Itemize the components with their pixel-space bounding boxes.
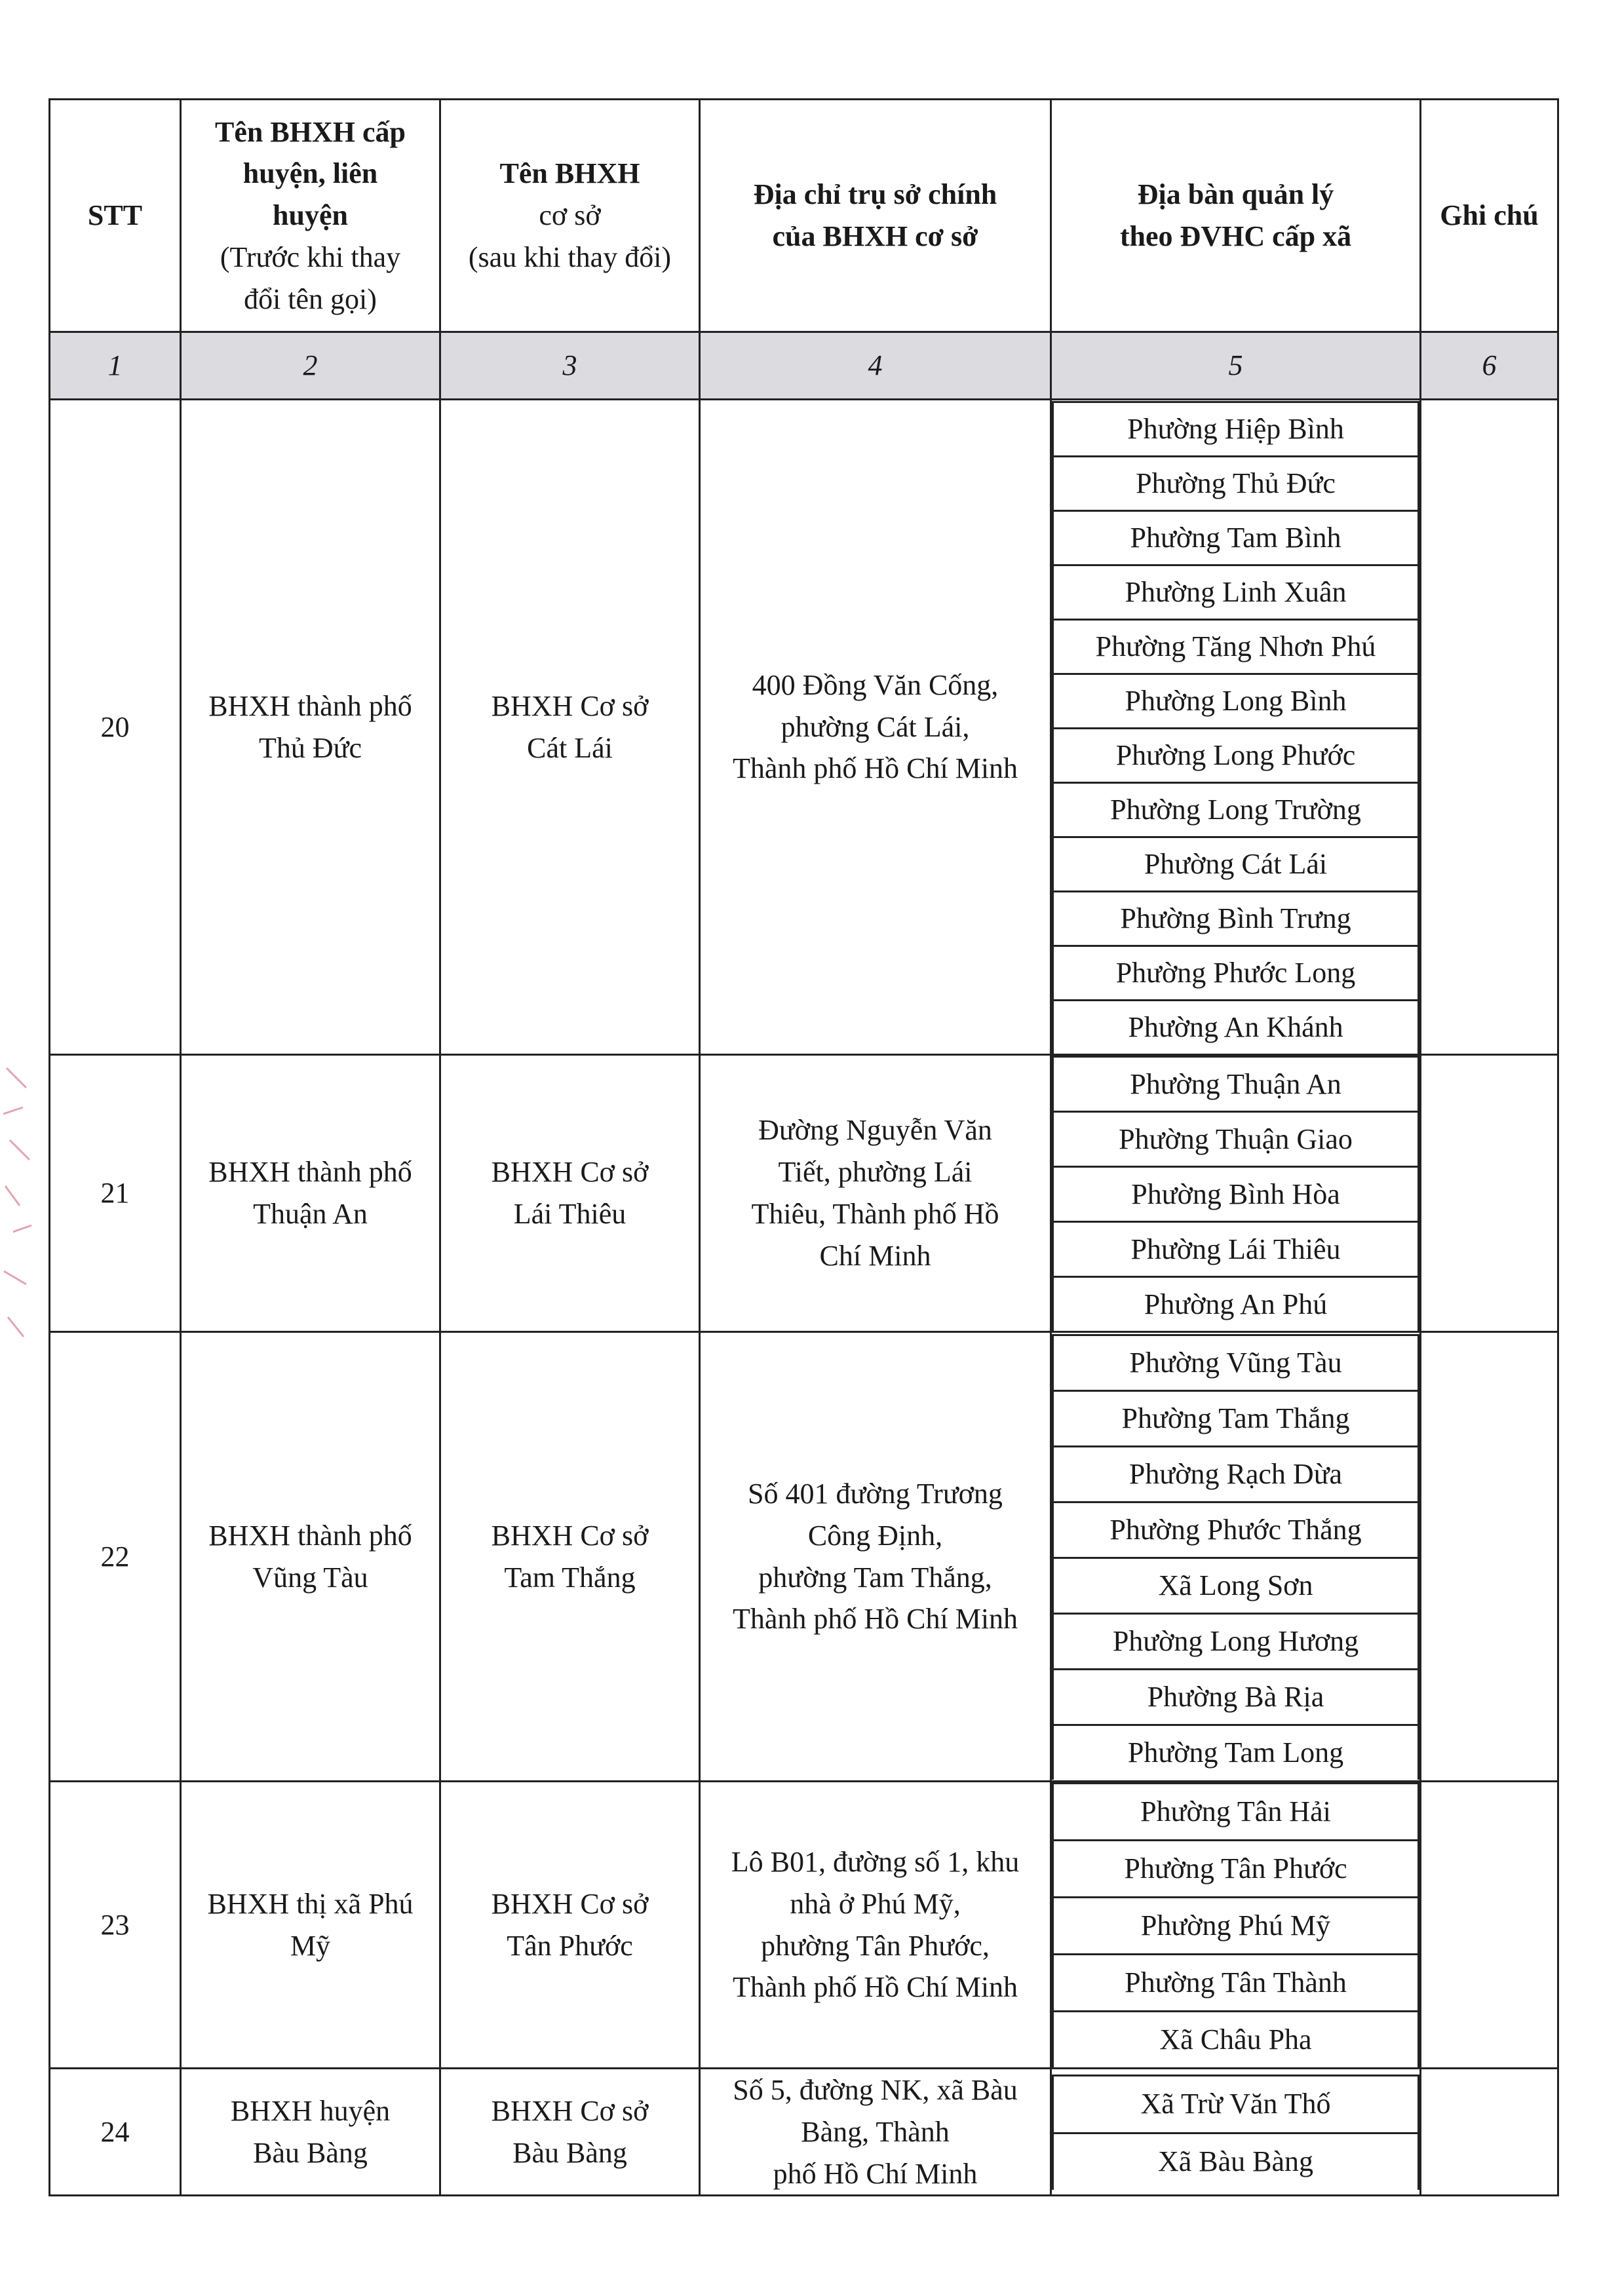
table-row xyxy=(50,1332,1558,1782)
ward-item: Phường Rạch Dừa xyxy=(1053,1446,1419,1502)
ward-item: Phường Long Trường xyxy=(1053,782,1419,837)
new-name-cell: BHXH Cơ sở Lái Thiêu xyxy=(440,1055,700,1332)
old-name-cell: BHXH huyện Bàu Bàng xyxy=(181,2069,440,2196)
header-wards: Địa bàn quản lý theo ĐVHC cấp xã xyxy=(1051,100,1421,332)
ward-item: Phường Vũng Tàu xyxy=(1053,1335,1419,1390)
header-note: Ghi chú xyxy=(1421,100,1558,332)
wards-cell xyxy=(1051,400,1421,1055)
table-row xyxy=(50,400,1558,1055)
address-cell: Số 5, đường NK, xã Bàu Bàng, Thành phố Hồ Chí Minh xyxy=(700,2069,1051,2196)
ward-item: Phường Tam Long xyxy=(1053,1725,1419,1780)
old-name-cell: BHXH thành phố Vũng Tàu xyxy=(181,1332,440,1782)
ward-item: Phường Tân Hải xyxy=(1053,1784,1419,1841)
header-row xyxy=(50,100,1558,332)
ward-item: Phường Tam Bình xyxy=(1053,510,1419,565)
table-row xyxy=(50,1782,1558,2069)
ward-item: Phường Thủ Đức xyxy=(1053,456,1419,510)
old-name-cell: BHXH thị xã Phú Mỹ xyxy=(181,1782,440,2069)
ward-item: Phường Bà Rịa xyxy=(1053,1669,1419,1725)
bhxh-table xyxy=(48,98,1559,2196)
col-number: 5 xyxy=(1051,332,1421,400)
stt-cell: 20 xyxy=(50,400,181,1055)
col-number: 2 xyxy=(181,332,440,400)
wards-cell xyxy=(1051,1332,1421,1782)
ward-item: Phường Bình Hòa xyxy=(1053,1167,1419,1222)
table-row xyxy=(50,1055,1558,1332)
ward-item: Phường Thuận Giao xyxy=(1053,1112,1419,1167)
ward-item: Phường An Khánh xyxy=(1053,1000,1419,1054)
old-name-cell: BHXH thành phố Thuận An xyxy=(181,1055,440,1332)
stt-cell: 23 xyxy=(50,1782,181,2069)
note-cell xyxy=(1421,1782,1558,2069)
wards-cell xyxy=(1051,1055,1421,1332)
ward-item: Phường Phú Mỹ xyxy=(1053,1898,1419,1955)
note-cell xyxy=(1421,2069,1558,2196)
ward-item: Phường Hiệp Bình xyxy=(1053,402,1419,456)
ward-item: Phường An Phú xyxy=(1053,1277,1419,1331)
col-number: 6 xyxy=(1421,332,1558,400)
red-stamp-fragment xyxy=(0,1062,39,1350)
new-name-cell: BHXH Cơ sở Cát Lái xyxy=(440,400,700,1055)
wards-cell xyxy=(1051,2069,1421,2196)
ward-item: Phường Long Hương xyxy=(1053,1613,1419,1669)
table-row xyxy=(50,2069,1558,2196)
stt-cell: 21 xyxy=(50,1055,181,1332)
new-name-cell: BHXH Cơ sở Tân Phước xyxy=(440,1782,700,2069)
col-number: 1 xyxy=(50,332,181,400)
ward-item: Phường Linh Xuân xyxy=(1053,565,1419,619)
note-cell xyxy=(1421,1055,1558,1332)
column-number-row xyxy=(50,332,1558,400)
header-new-name: Tên BHXH cơ sở (sau khi thay đổi) xyxy=(440,100,700,332)
ward-item: Phường Cát Lái xyxy=(1053,837,1419,891)
ward-item: Phường Lái Thiêu xyxy=(1053,1222,1419,1277)
address-cell: Số 401 đường Trương Công Định, phường Tam Thắng, Thành phố Hồ Chí Minh xyxy=(700,1332,1051,1782)
stt-cell: 24 xyxy=(50,2069,181,2196)
ward-item: Phường Phước Thắng xyxy=(1053,1502,1419,1558)
ward-item: Xã Bàu Bàng xyxy=(1053,2133,1419,2190)
col-number: 4 xyxy=(700,332,1051,400)
old-name-cell: BHXH thành phố Thủ Đức xyxy=(181,400,440,1055)
ward-item: Phường Phước Long xyxy=(1053,946,1419,1000)
address-cell: Lô B01, đường số 1, khu nhà ở Phú Mỹ, phường Tân Phước, Thành phố Hồ Chí Minh xyxy=(700,1782,1051,2069)
note-cell xyxy=(1421,1332,1558,1782)
ward-item: Xã Trừ Văn Thố xyxy=(1053,2075,1419,2133)
address-cell: Đường Nguyễn Văn Tiết, phường Lái Thiêu, Thành phố Hồ Chí Minh xyxy=(700,1055,1051,1332)
ward-item: Phường Tân Phước xyxy=(1053,1841,1419,1898)
stt-cell: 22 xyxy=(50,1332,181,1782)
address-cell: 400 Đồng Văn Cống, phường Cát Lái, Thành phố Hồ Chí Minh xyxy=(700,400,1051,1055)
ward-item: Xã Châu Pha xyxy=(1053,2012,1419,2068)
ward-item: Phường Tăng Nhơn Phú xyxy=(1053,619,1419,674)
ward-item: Phường Tam Thắng xyxy=(1053,1390,1419,1446)
ward-item: Phường Bình Trưng xyxy=(1053,891,1419,946)
ward-item: Phường Thuận An xyxy=(1053,1057,1419,1112)
header-address: Địa chỉ trụ sở chính của BHXH cơ sở xyxy=(700,100,1051,332)
ward-item: Phường Long Bình xyxy=(1053,674,1419,728)
ward-item: Xã Long Sơn xyxy=(1053,1558,1419,1613)
header-stt: STT xyxy=(50,100,181,332)
new-name-cell: BHXH Cơ sở Tam Thắng xyxy=(440,1332,700,1782)
header-old-name: Tên BHXH cấp huyện, liên huyện (Trước khi thay đổi tên gọi) xyxy=(181,100,440,332)
ward-item: Phường Tân Thành xyxy=(1053,1955,1419,2012)
new-name-cell: BHXH Cơ sở Bàu Bàng xyxy=(440,2069,700,2196)
note-cell xyxy=(1421,400,1558,1055)
wards-cell xyxy=(1051,1782,1421,2069)
ward-item: Phường Long Phước xyxy=(1053,728,1419,782)
col-number: 3 xyxy=(440,332,700,400)
